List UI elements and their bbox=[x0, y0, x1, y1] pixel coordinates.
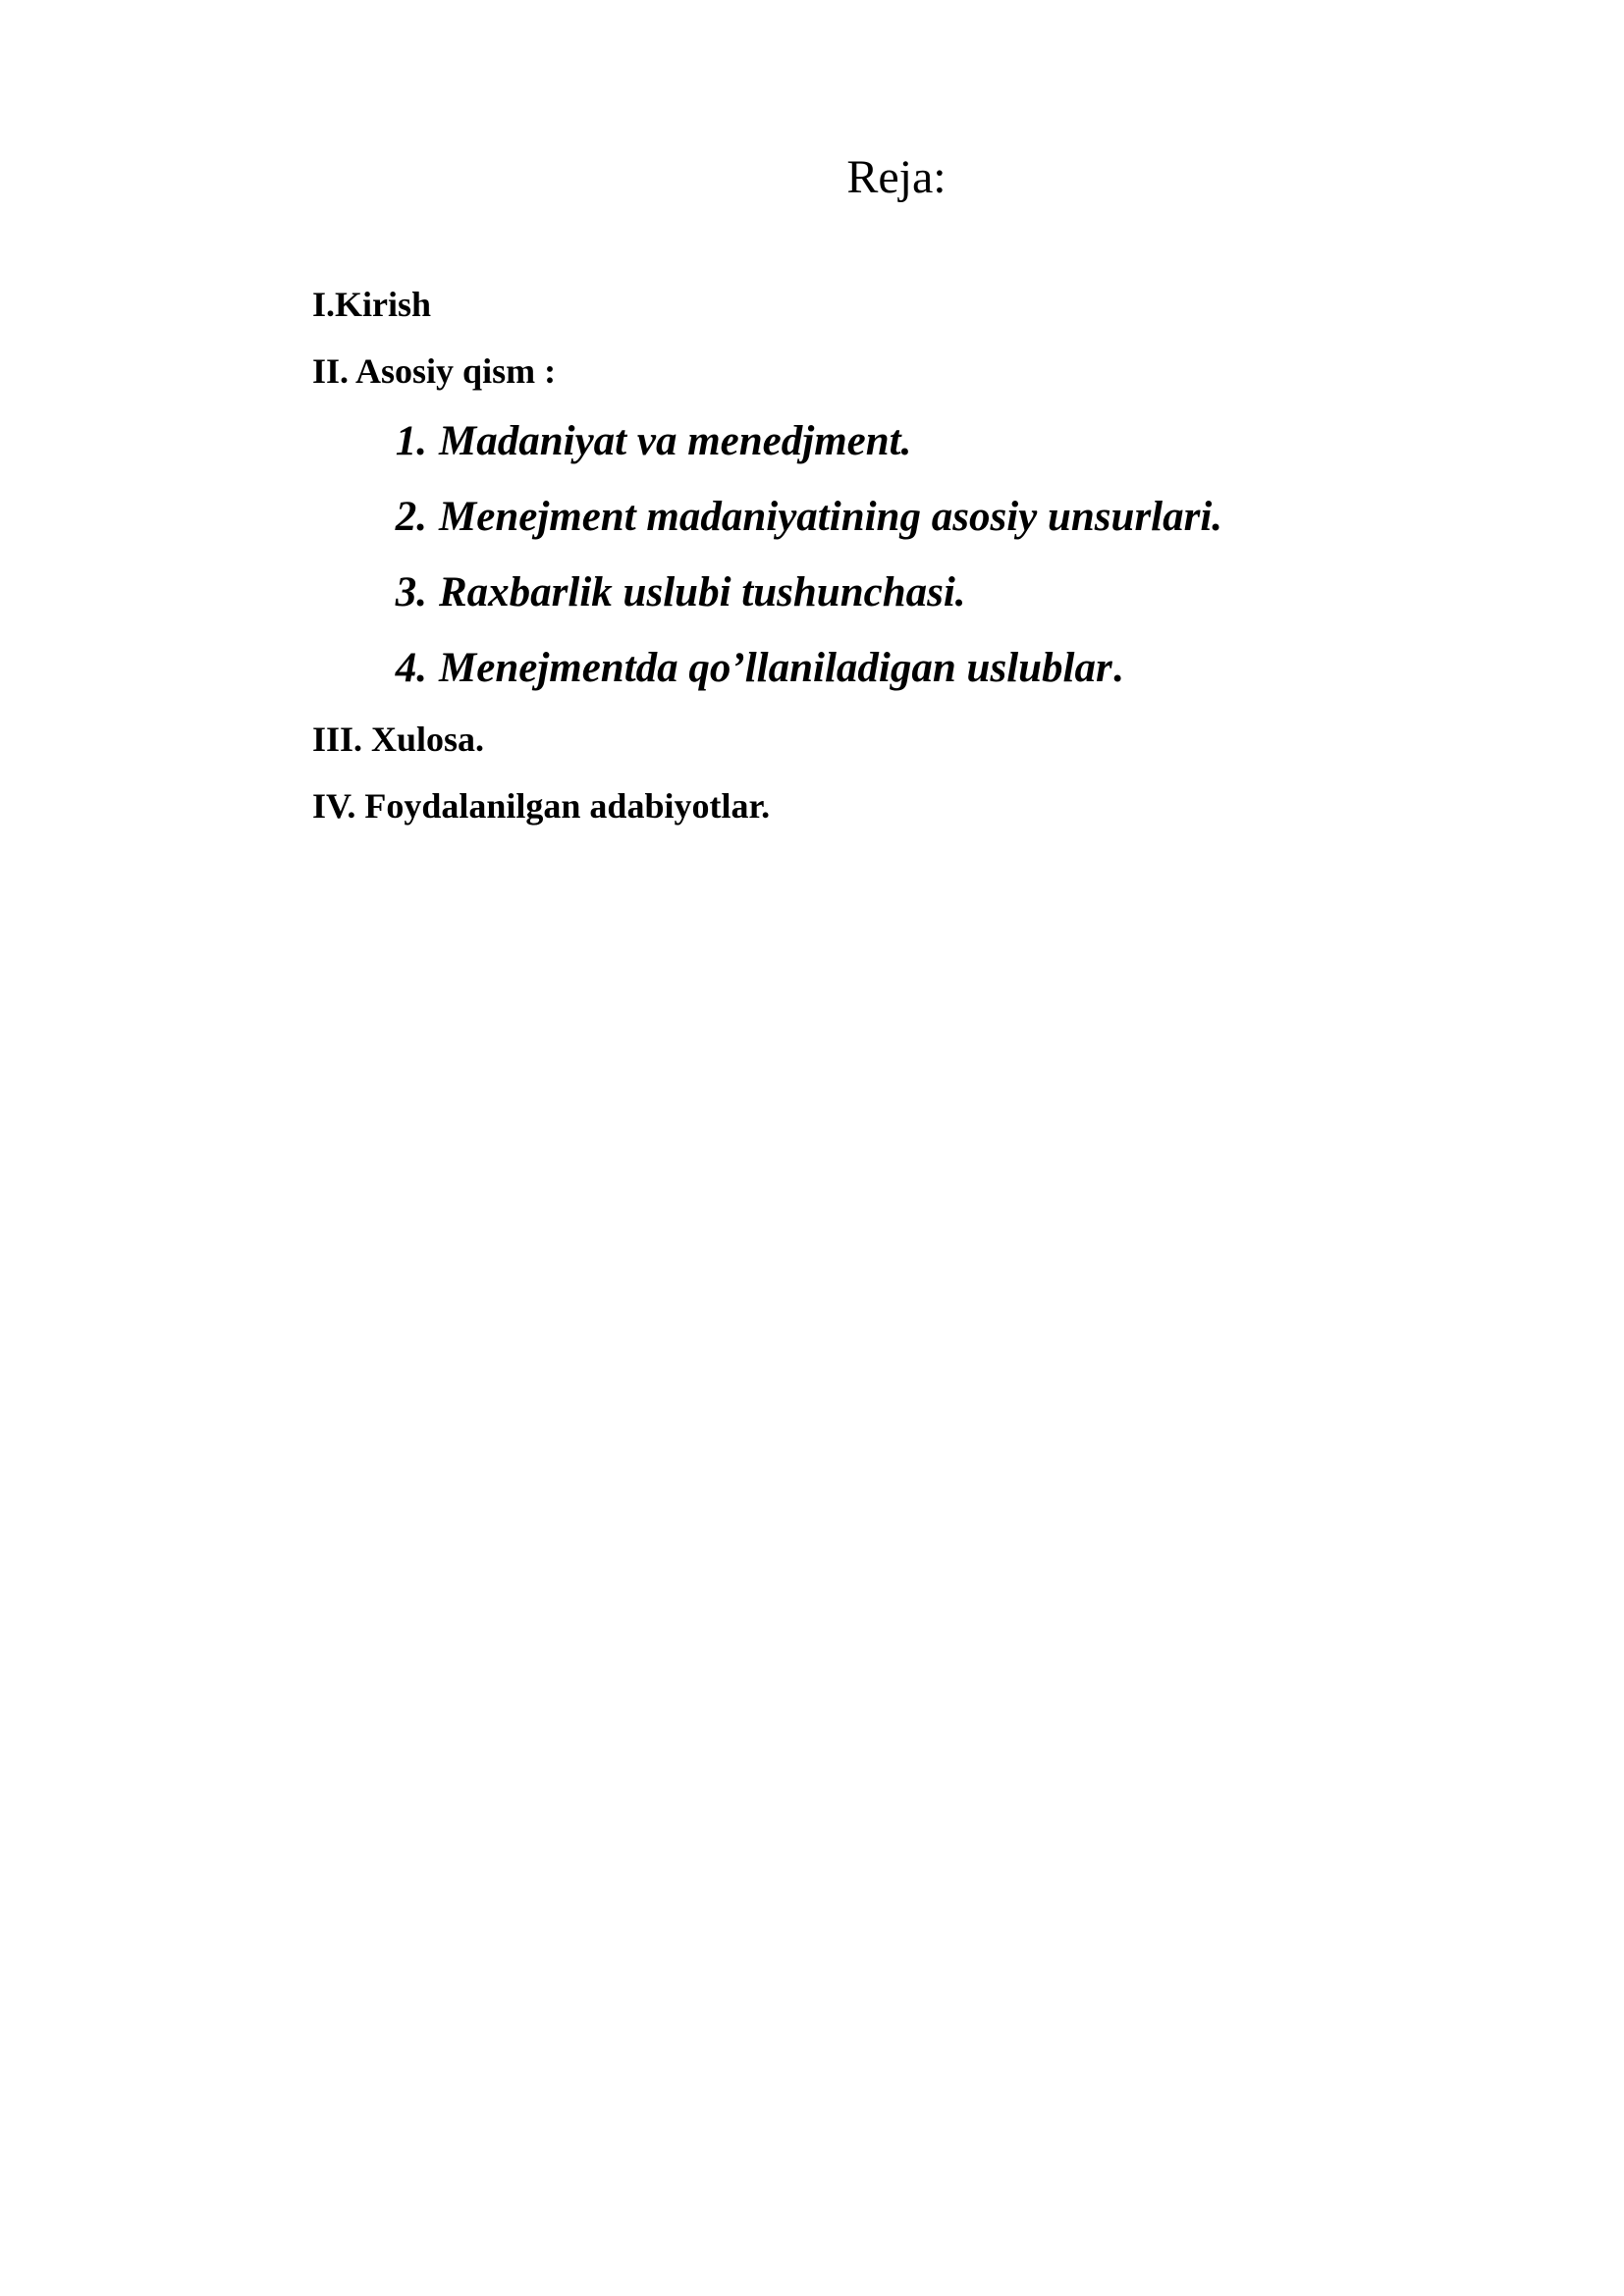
section-main-part: II. Asosiy qism : bbox=[312, 351, 557, 391]
list-item-text-period: . bbox=[1111, 645, 1123, 691]
list-item-number: 2. bbox=[395, 494, 427, 540]
list-item-number: 1. bbox=[395, 418, 427, 464]
section-conclusion: III. Xulosa. bbox=[312, 720, 485, 759]
list-item-text: Menejment madaniyatining asosiy unsurlari. bbox=[439, 494, 1223, 540]
list-item-number: 4. bbox=[395, 645, 427, 691]
list-item-text: Raxbarlik uslubi tushunchasi. bbox=[439, 569, 966, 615]
page-title: Reja: bbox=[846, 151, 947, 203]
list-item-text bbox=[439, 643, 1122, 694]
plan-outline bbox=[312, 283, 1490, 851]
list-item-text-main: Menejmentda qo’llaniladigan uslublar bbox=[439, 645, 1112, 691]
list-item bbox=[312, 492, 1490, 543]
list-item-text: Madaniyat va menedjment. bbox=[439, 418, 912, 464]
main-part-subitems bbox=[312, 416, 1490, 694]
list-item bbox=[312, 643, 1490, 694]
section-introduction: I.Kirish bbox=[312, 285, 432, 324]
list-item bbox=[312, 567, 1490, 618]
section-references: IV. Foydalanilgan adabiyotlar. bbox=[312, 786, 771, 826]
list-item-number: 3. bbox=[395, 569, 427, 615]
list-item bbox=[312, 416, 1490, 467]
